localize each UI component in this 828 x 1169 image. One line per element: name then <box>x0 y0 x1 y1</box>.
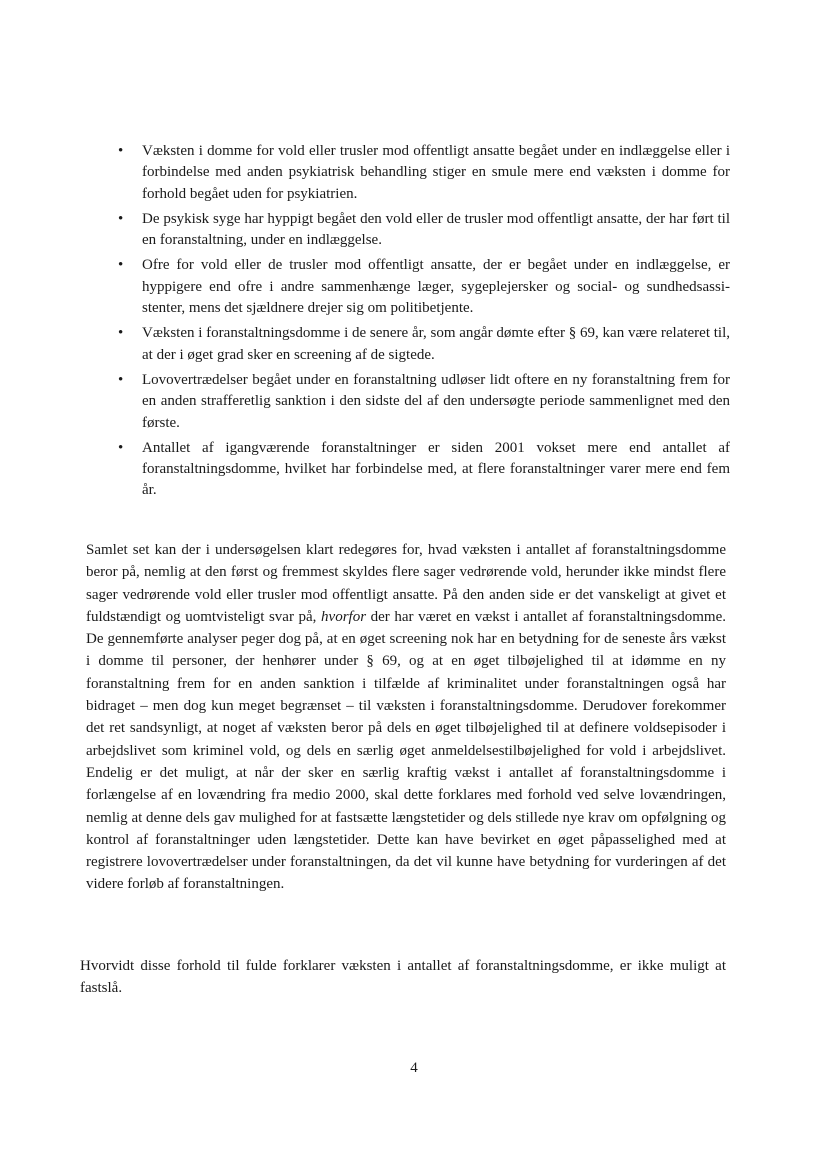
bullet-item <box>112 209 730 252</box>
bullet-text: Antallet af igangværende foranstaltninger er siden 2001 vokset mere end antallet af foranstaltningsdomme, hvilket har forbindelse med, at flere foranstaltninger varer mere end fem år. <box>142 439 730 499</box>
bullet-item <box>112 323 730 366</box>
bullet-dot: • <box>118 439 124 456</box>
bullet-dot: • <box>118 143 124 159</box>
bullet-dot: • <box>118 210 124 227</box>
bullet-text: Lovovertrædelser begået under en foranstaltning udløser lidt oftere en ny foranstaltning frem for en anden strafferetlig sanktion i den sidste del af den undersøgte periode sammenlignet med den første. <box>142 371 730 431</box>
bullet-item <box>112 141 730 205</box>
emphasis-text: hvorfor <box>321 608 367 625</box>
body-paragraph-conclusion <box>86 539 726 896</box>
paragraph-text-part: der har været en vækst i antallet af foranstaltningsdomme. De gennemførte analyser peger dog på, at en øget screening nok har en betydning for de seneste års vækst i domme til personer, der henhører under § 69, og at en øget tilbøjelighed til at idømme en ny foranstaltning frem for en anden sanktion i tilfælde af kriminalitet under foranstaltningen også har bidraget – men dog kun meget begrænset – til væksten i foranstaltningsdomme. Derudover forekommer det ret sandsynligt, at noget af væksten beror på dels en øget tilbøjelighed til at definere voldsepisoder i arbejdslivet som kriminel vold, og dels en særlig øget anmeldelsestilbøjelighed for vold i arbejdslivet. Endelig er det muligt, at når der sker en særlig kraftig vækst i antallet af foranstaltningsdomme i forlængelse af en lovændring fra medio 2000, skal dette forklares med forhold ved selve lovændringen, nemlig at denne dels gav mulighed for at fastsætte længstetider og dels stillede nye krav om opfølgning og kontrol af foranstaltninger uden længstetider. Dette kan have bevirket en øget påpasselighed med at registrere lovovertrædelser under foranstaltningen, da det vil kunne have betydning for vurderingen af det videre forløb af foranstaltningen. <box>86 608 726 893</box>
body-paragraph-final: Hvorvidt disse forhold til fulde forklarer væksten i antallet af foranstaltningsdomme, er ikke muligt at fastslå. <box>80 958 726 997</box>
bullet-item <box>112 370 730 434</box>
bullet-dot: • <box>118 257 124 274</box>
bullet-text: Væksten i domme for vold eller trusler mod offentligt ansatte begået under en indlæggelse eller i forbindelse med anden psykiatrisk behandling stiger en smule mere end væksten i domme for forhold begået uden for psykiatrien. <box>142 143 730 202</box>
bullet-dot: • <box>118 371 124 388</box>
bullet-item <box>112 255 730 319</box>
paragraph-text-part: Samlet set kan der i undersøgelsen klart redegøres for, hvad væksten i antallet af foranstaltningsdomme beror på, nemlig at den først og fremmest skyldes flere sager vedrørende vold, herunder ikke mindst flere sager vedrørende vold eller trusler mod offentligt ansatte. På den anden side er det vanskeligt at givet et fuldstændigt og uomtvisteligt svar på, <box>86 542 726 625</box>
bullet-text: Væksten i foranstaltningsdomme i de senere år, som angår dømte efter § 69, kan være relateret til, at der i øget grad sker en screening af de sigtede. <box>142 325 730 363</box>
bullet-text: De psykisk syge har hyppigt begået den vold eller de trusler mod offentligt ansatte, der har ført til en foranstaltning, under en indlæggelse. <box>142 210 730 249</box>
page-number: 4 <box>410 1060 418 1076</box>
summary-bullet-list <box>112 141 730 506</box>
bullet-text: Ofre for vold eller de trusler mod offentligt ansatte, der er begået under en indlæggelse, er hyppigere end ofre i andre sammenhænge læger, sygeplejersker og social- og sundhedsassistenter, mens det sjældnere drejer sig om politibetjente. <box>142 257 730 317</box>
bullet-dot: • <box>118 325 124 342</box>
bullet-item <box>112 438 730 502</box>
